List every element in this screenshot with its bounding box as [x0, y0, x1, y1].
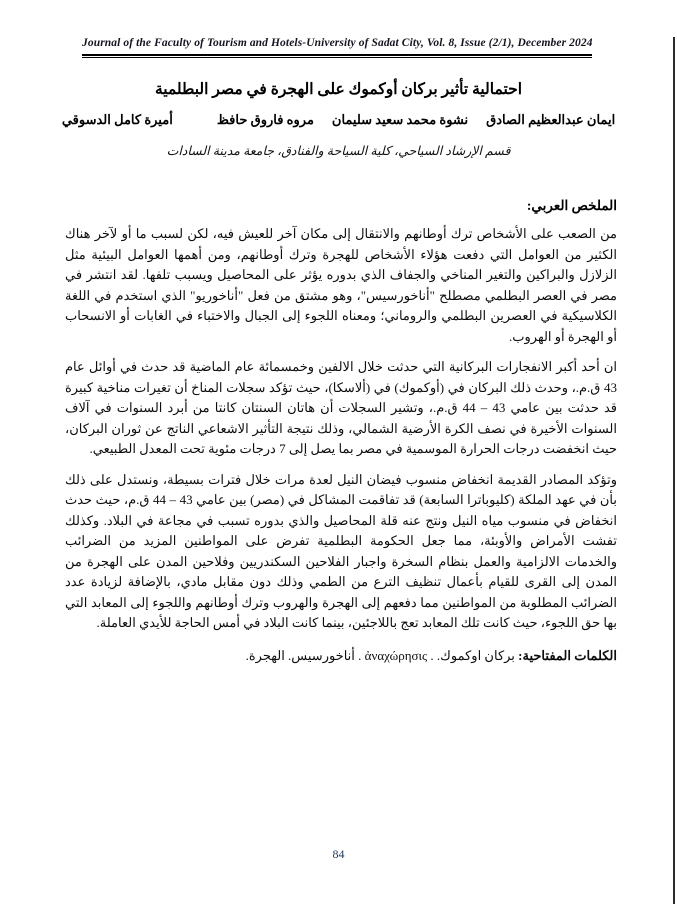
abstract-heading: الملخص العربي:: [526, 198, 617, 213]
abstract-paragraph: وتؤكد المصادر القديمة انخفاض منسوب فيضان النيل لعدة مرات خلال فترات بسيطة، ونستدل على ذلك بأن في عهد الملكة (كليوباترا السابعة) قد تفاقمت المشاكل في (مصر) بين عامي 43 – 44 ق.م، حيث حدث انخفاض في منسوب مياه النيل ونتج عنه قلة المحاصيل والذي بدوره تسبب في مجاعة في البلاد. وكذلك تفشت الأمراض والأوبئة، مما جعل الحكومة البطلمية تفرض على المواطنين المزيد من الضرائب والخدمات الالزامية والعمل بنظام السخرة واجبار الفلاحين السكندريين وفلاحين المدن على الهجرة من المدن إلى القرى للقيام بأعمال تنظيف الترع من الطمي وذلك دون مقابل مادي، بالإضافة لزيادة عدد الضرائب المطلوبة من المواطنين مما دفعهم إلى الهجرة والهروب وترك أوطانهم واللجوء إلى المعابد التي بها حق اللجوء، حيث كانت تلك المعابد تعج باللاجئين، بينما كانت البلاد في أمس الحاجة للأيدي العاملة.: [65, 471, 618, 630]
article-title: احتمالية تأثير بركان أوكموك على الهجرة في مصر البطلمية: [154, 81, 523, 98]
authors-affiliation: قسم الإرشاد السياحي، كلية السياحة والفنادق، جامعة مدينة السادات: [166, 144, 511, 158]
keywords-text: بركان اوكموك. . ἀναχώρησις . أناخورسيس. الهجرة.: [245, 647, 515, 663]
journal-header: Journal of the Faculty of Tourism and Hotels-University of Sadat City, Vol. 8, Issue (2/1), December 2024: [82, 37, 593, 49]
author-name: أميرة كامل الدسوقي: [61, 112, 173, 127]
authors-row: [0, 112, 677, 128]
scan-page-edge-line: [673, 37, 675, 904]
keywords-line: [65, 646, 617, 667]
author-name: نشوة محمد سعيد سليمان: [331, 112, 469, 127]
keywords-label: الكلمات المفتاحية:: [518, 647, 617, 663]
header-divider-double-rule: [82, 54, 592, 58]
paper-page: [0, 37, 677, 904]
page-number: 84: [332, 847, 345, 861]
abstract-paragraph: ان أحد أكبر الانفجارات البركانية التي حدثت خلال الالفين وخمسمائة عام الماضية قد حدث في أوائل عام 43 ق.م.، وحدث ذلك البركان في (أوكموك) في (ألاسكا)، حيث تؤكد سجلات المناخ أن تغيرات مناخية كبيرة قد حدثت بين عامي 43 – 44 ق.م.، وتشير السجلات أن هاتان السنتان كانتا من أبرد السنوات في آلاف السنوات الأخيرة في نصف الكرة الأرضية الشمالي، وذلك نتيجة التأثير الاشعاعي الناتج عن ثوران البركان، حيث انخفضت درجات الحرارة الموسمية في مصر بما يصل إلى 7 درجات مئوية تحت المعدل الطبيعي.: [65, 359, 617, 456]
author-name: مروه فاروق حافظ: [216, 112, 314, 127]
author-name: ايمان عبدالعظيم الصادق: [486, 112, 616, 127]
abstract-paragraph: من الصعب على الأشخاص ترك أوطانهم والانتقال إلى مكان آخر للعيش فيه، لكن لسبب ما أو لآخر هناك الكثير من العوامل التي دفعت هؤلاء الأشخاص للهجرة وترك أوطانهم، ومن أهمها العوامل البيئية مثل الزلازل والبراكين والتغير المناخي والجفاف الذي بدوره يؤثر على المحاصيل ويسبب تلفها. لقد انتشر في مصر في العصر البطلمي مصطلح "أناخورسيس"، وهو مشتق من فعل "أناخوريو" الذي استخدم في اللغة الكلاسيكية في العصرين البطلمي والروماني؛ ومعناه اللجوء إلى الجبال والاختباء في الغابات أو الانسحاب أو الهجرة أو الهروب.: [65, 226, 617, 344]
abstract-body: [65, 224, 617, 634]
